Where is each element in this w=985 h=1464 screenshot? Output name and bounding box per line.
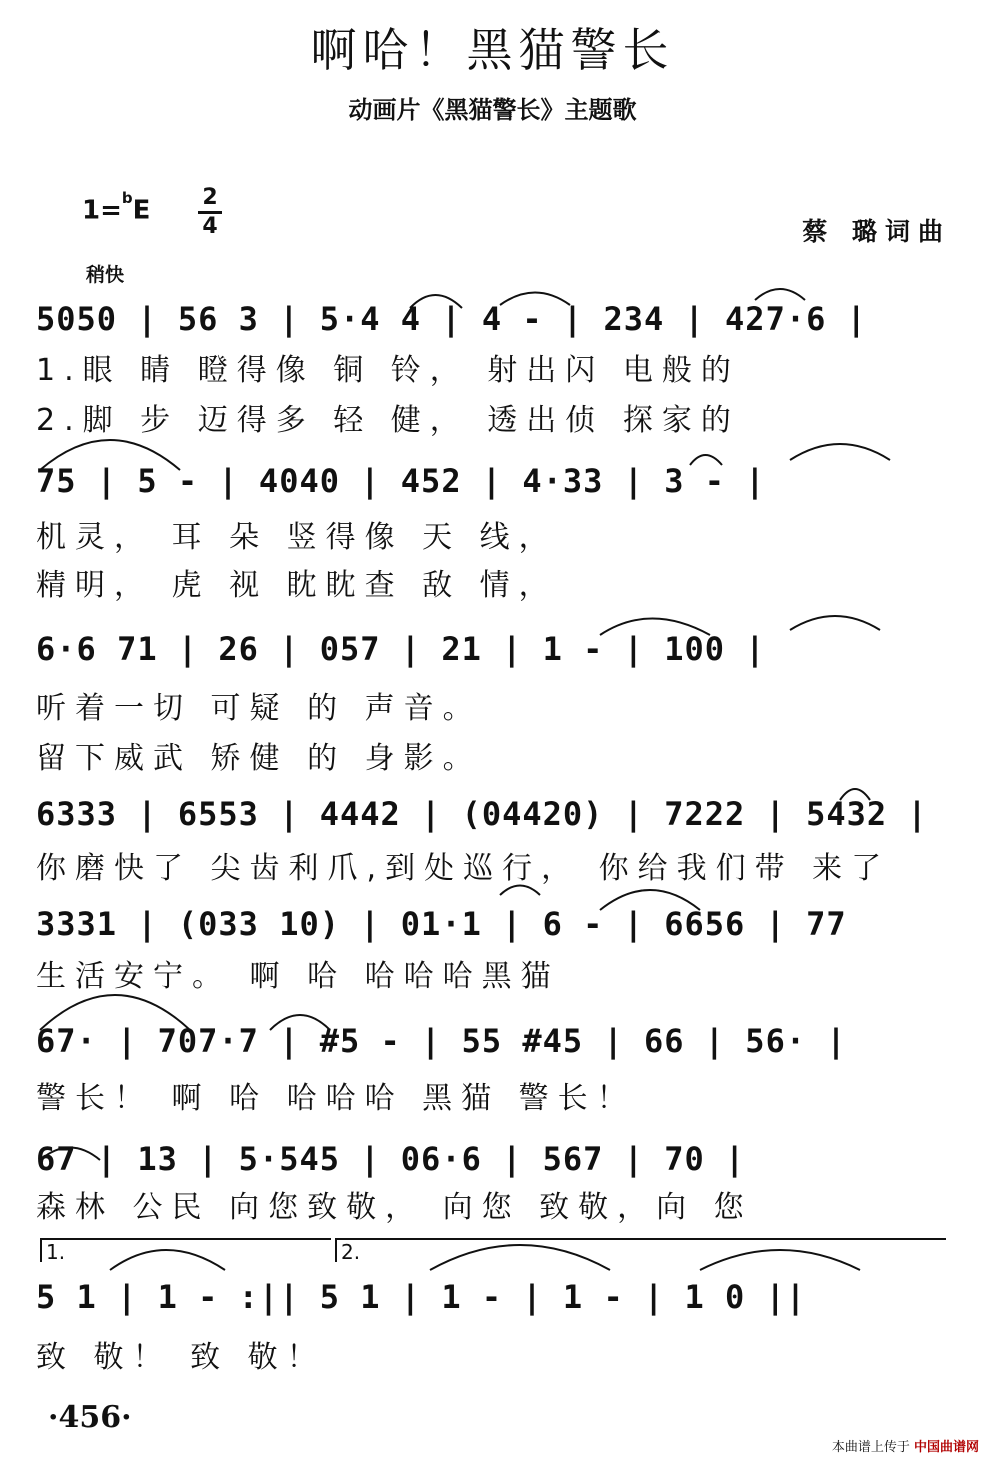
lyric-line-1b: 2.脚 步 迈得多 轻 健， 透出侦 探家的	[36, 403, 740, 438]
first-ending-bracket: 1.	[40, 1238, 331, 1262]
flat-sign: b	[121, 189, 133, 207]
lyric-line-3b: 留下威武 矫健 的 身影。	[36, 741, 482, 776]
page-number: ·456·	[48, 1400, 132, 1435]
slur-arc	[790, 616, 880, 630]
key-prefix: 1=	[82, 195, 122, 226]
key-signature	[82, 189, 151, 226]
lyric-line-5: 生活安宁。 啊 哈 哈哈哈黑猫	[36, 959, 560, 994]
notation-row-1: 5050 | 56 3 | 5·4 4 | 4 - | 234 | 427·6 |	[36, 300, 867, 338]
notation-row-8: 5 1 | 1 - :|| 5 1 | 1 - | 1 - | 1 0 ||	[36, 1278, 807, 1316]
notation-row-7: 67 | 13 | 5·545 | 06·6 | 567 | 70 |	[36, 1140, 746, 1178]
second-ending-bracket: 2.	[335, 1238, 946, 1262]
notation-row-3: 6·6 71 | 26 | 057 | 21 | 1 - | 100 |	[36, 630, 766, 668]
notation-row-4: 6333 | 6553 | 4442 | (04420) | 7222 | 5432 |	[36, 795, 928, 833]
lyric-line-2b: 精明， 虎 视 眈眈查 敌 情，	[36, 568, 558, 603]
lyric-line-4: 你磨快了 尖齿利爪,到处巡行， 你给我们带 来了	[36, 851, 891, 886]
lyric-line-8: 致 敬！ 致 敬！	[36, 1340, 326, 1375]
key-note: E	[132, 195, 151, 226]
site-name: 中国曲谱网	[913, 1440, 979, 1455]
tempo-marking: 稍快	[86, 264, 125, 286]
lyric-line-2a: 机灵， 耳 朵 竖得像 天 线，	[36, 520, 558, 555]
time-top: 2	[202, 185, 218, 210]
slur-arc	[790, 444, 890, 460]
composer-credit: 蔡 璐词曲	[802, 217, 951, 246]
upload-credit-prefix: 本曲谱上传于	[831, 1440, 910, 1455]
notation-row-6: 67· | 707·7 | #5 - | 55 #45 | 66 | 56· |	[36, 1022, 847, 1060]
lyric-line-3a: 听着一切 可疑 的 声音。	[36, 691, 482, 726]
lyric-line-1a: 1.眼 睛 瞪得像 铜 铃， 射出闪 电般的	[36, 353, 740, 388]
time-signature	[198, 186, 222, 239]
upload-credit	[832, 1436, 979, 1455]
notation-row-5: 3331 | (033 10) | 01·1 | 6 - | 6656 | 77	[36, 905, 847, 943]
lyric-line-6: 警长！ 啊 哈 哈哈哈 黑猫 警长！	[36, 1081, 636, 1116]
slur-arc	[755, 289, 805, 300]
song-subtitle: 动画片《黑猫警长》主题歌	[348, 96, 637, 124]
song-title: 啊哈！黑猫警长	[310, 23, 675, 77]
time-bottom: 4	[202, 214, 218, 239]
notation-row-2: 75 | 5 - | 4040 | 452 | 4·33 | 3 - |	[36, 462, 766, 500]
lyric-line-7: 森林 公民 向您致敬， 向您 致敬，向 您	[36, 1190, 753, 1225]
